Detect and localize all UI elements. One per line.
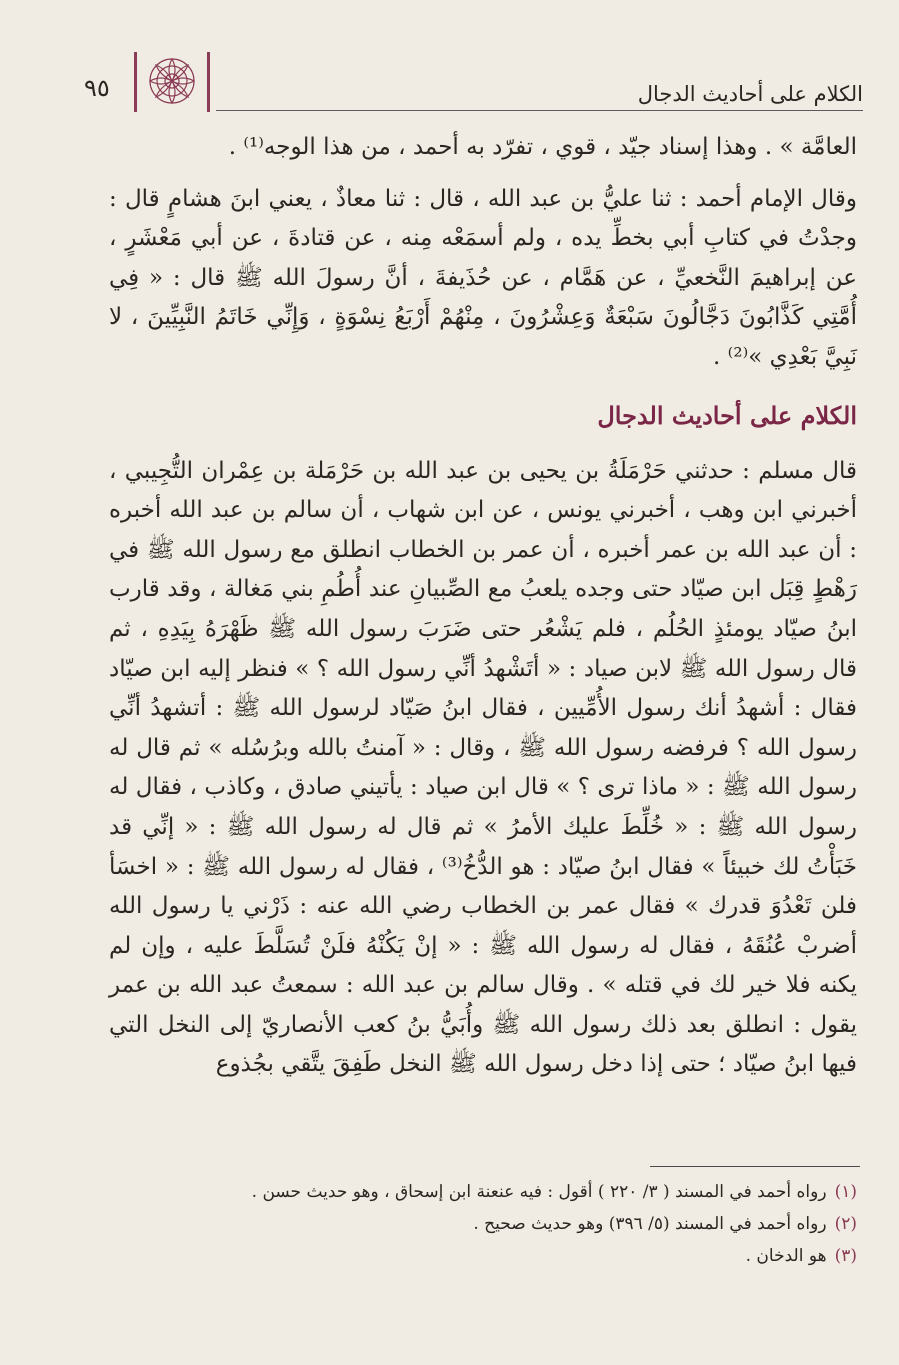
- footnote-number: (٣): [834, 1246, 857, 1266]
- section-heading: الكلام على أحاديث الدجال: [597, 400, 857, 430]
- footnote-text: رواه أحمد في المسند (٥/ ٣٩٦) وهو حديث صحيح .: [473, 1214, 827, 1234]
- running-title: الكلام على أحاديث الدجال: [637, 82, 863, 106]
- footnote-text: رواه أحمد في المسند ( ٣/ ٢٢٠ ) أقول : فيه عنعنة ابن إسحاق ، وهو حديث حسن .: [251, 1182, 827, 1202]
- footnote-3: [109, 1240, 857, 1272]
- page-number: ٩٥: [84, 74, 110, 102]
- main-text: [109, 128, 857, 1085]
- footnotes: [109, 1176, 857, 1272]
- footnote-number: (١): [834, 1182, 857, 1202]
- footnote-1: [109, 1176, 857, 1208]
- ornament-frame: [134, 52, 210, 112]
- footnote-divider: [650, 1166, 860, 1167]
- footnote-number: (٢): [834, 1214, 857, 1234]
- paragraph-2: وقال الإمام أحمد : ثنا عليُّ بن عبد الله ، قال : ثنا معاذٌ ، يعني ابنَ هشامٍ قال : وجدْتُ في كتابِ أبي بخطِّ يده ، ولم أسمَعْه مِنه ، عن قتادةَ ، عن أبي مَعْشَرٍ ، عن إبراهيمَ النَّخعيِّ ، عن هَمَّام ، عن حُذَيفةَ ، أنَّ رسولَ الله ﷺ قال : « فِي أُمَّتِي كَذَّابُونَ دَجَّالُونَ سَبْعَةٌ وَعِشْرُونَ ، مِنْهُمْ أَرْبَعُ نِسْوَةٍ ، وَإِنِّي خَاتَمُ النَّبِيِّينَ ، لا نَبِيَّ بَعْدِي »⁽²⁾ .: [109, 185, 857, 370]
- paragraph-3: قال مسلم : حدثني حَرْمَلَةُ بن يحيى بن عبد الله بن حَرْمَلة بن عِمْران التُّجِيبي ، أخبرني ابن وهب ، أخبرني يونس ، عن ابن شهاب ، أن سالم بن عبد الله أخبره : أن عبد الله بن عمر أخبره ، أن عمر بن الخطاب انطلق مع رسول الله ﷺ في رَهْطٍ قِبَل ابن صيّاد حتى وجده يلعبُ مع الصِّبيانِ عند أُطُمِ بني مَغالة ، وقد قارب ابنُ صيّاد يومئذٍ الحُلُم ، فلم يَشْعُر حتى ضَرَبَ رسول الله ﷺ ظَهْرَهُ بِيَدِهِ ، ثم قال رسول الله ﷺ لابن صياد : « أتَشْهدُ أنِّي رسول الله ؟ » فنظر إليه ابن صيّاد فقال : أشهدُ أنك رسول الأُمِّيين ، فقال ابنُ صَيّاد لرسول الله ﷺ : أتشهدُ أنِّي رسول الله ؟ فرفضه رسول الله ﷺ ، وقال : « آمنتُ بالله وبرُسُله » ثم قال له رسول الله ﷺ : « ماذا ترى ؟ » قال ابن صياد : يأتيني صادق ، وكاذب ، فقال له رسول الله ﷺ : « خُلِّطَ عليك الأمرُ » ثم قال له رسول الله ﷺ : « إنِّي قد خَبَأْتُ لك خبيئاً » فقال ابنُ صيّاد : هو الدُّخُ⁽³⁾ ، فقال له رسول الله ﷺ : « اخسَأ فلن تَعْدُوَ قدرك » فقال عمر بن الخطاب رضي الله عنه : ذَرْني يا رسول الله أضربْ عُنُقَهُ ، فقال له رسول الله ﷺ : « إنْ يَكُنْهُ فلَنْ تُسَلَّطَ عليه ، وإن لم يكنه فلا خير لك في قتله » . وقال سالم بن عبد الله : سمعتُ عبد الله بن عمر يقول : انطلق بعد ذلك رسول الله ﷺ وأُبَيُّ بنُ كعب الأنصاريّ إلى النخل التي فيها ابنُ صيّاد ؛ حتى إذا دخل رسول الله ﷺ النخل طَفِقَ يتَّقي بجُذوع: [109, 457, 857, 1078]
- page-header: [0, 44, 899, 120]
- floral-ornament-icon: [147, 56, 197, 106]
- footnote-text: هو الدخان .: [745, 1246, 827, 1266]
- footnote-2: [109, 1208, 857, 1240]
- paragraph-1: العامَّة » . وهذا إسناد جيّد ، قوي ، تفرّد به أحمد ، من هذا الوجه⁽¹⁾ .: [228, 134, 857, 160]
- header-divider: [216, 110, 863, 111]
